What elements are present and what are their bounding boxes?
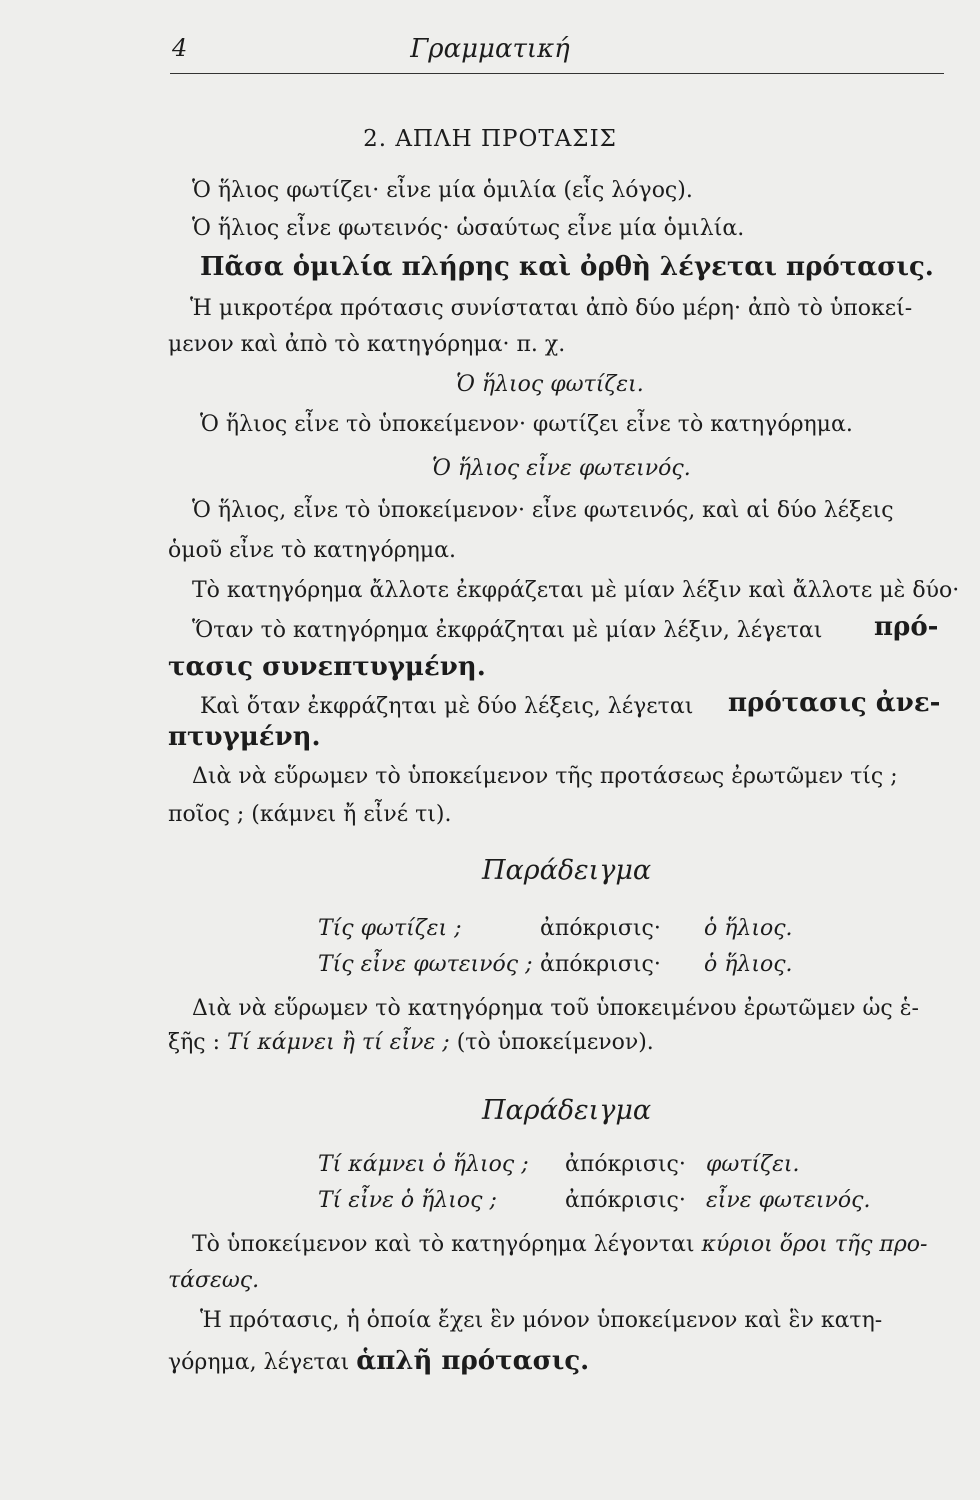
- example-intro-line-2: Ὁ ἥλιος εἶνε φωτεινός· ὡσαύτως εἶνε μία ὁμιλία.: [192, 216, 745, 241]
- para8-line-1: [192, 1230, 927, 1260]
- para5-bold-line-2: πτυγμένη.: [168, 722, 321, 752]
- example2-row2-answer: εἶνε φωτεινός.: [706, 1188, 871, 1213]
- example-center-2: Ὁ ἥλιος εἶνε φωτεινός.: [432, 456, 691, 481]
- para2-line-1: Ὁ ἥλιος, εἶνε τὸ ὑποκείμενον· εἶνε φωτεινός, καὶ αἱ δύο λέξεις: [192, 498, 894, 523]
- para4-text: Ὅταν τὸ κατηγόρημα ἐκφράζηται μὲ μίαν λέξιν, λέγεται: [192, 618, 823, 643]
- header-rule: [170, 73, 944, 74]
- para5-bold-end: πρότασις ἀνε-: [728, 688, 941, 718]
- para7-line-2b: Τί κάμνει ἢ τί εἶνε ;: [227, 1030, 450, 1055]
- para5-line-1: [200, 692, 693, 722]
- para6-line-2: ποῖος ; (κάμνει ἤ εἶνέ τι).: [168, 802, 452, 827]
- example1-row2-question: Τίς εἶνε φωτεινός ;: [318, 952, 533, 977]
- para7-line-2: [168, 1028, 654, 1058]
- example-explain-1: Ὁ ἥλιος εἶνε τὸ ὑποκείμενον· φωτίζει εἶνε τὸ κατηγόρημα.: [200, 412, 853, 437]
- para6-line-1: Διὰ νὰ εὕρωμεν τὸ ὑποκείμενον τῆς προτάσεως ἐρωτῶμεν τίς ;: [192, 764, 898, 789]
- para9-text: γόρημα, λέγεται: [168, 1350, 350, 1375]
- example-intro-line-1: Ὁ ἥλιος φωτίζει· εἶνε μία ὁμιλία (εἷς λόγος).: [192, 178, 693, 203]
- example2-row2-question: Τί εἶνε ὁ ἥλιος ;: [318, 1188, 497, 1213]
- para7-line-2a: ξῆς :: [168, 1030, 221, 1055]
- para7-line-2c: (τὸ ὑποκείμενον).: [456, 1030, 654, 1055]
- para5-text: Καὶ ὅταν ἐκφράζηται μὲ δύο λέξεις, λέγεται: [200, 694, 694, 719]
- example1-row2-label: ἀπόκρισις·: [540, 952, 661, 977]
- para9-bold: ἁπλῆ πρότασις.: [356, 1346, 590, 1376]
- page-number: 4: [172, 34, 188, 62]
- example1-title: Παράδειγμα: [482, 855, 652, 886]
- para1-line-1: [190, 294, 940, 324]
- para1-line-2: μενον καὶ ἀπὸ τὸ κατηγόρημα· π. χ.: [168, 332, 566, 357]
- running-title: Γραμματική: [410, 34, 570, 64]
- example1-row1-answer: ὁ ἥλιος.: [704, 916, 793, 941]
- para8-text: Τὸ ὑποκείμενον καὶ τὸ κατηγόρημα λέγονται: [192, 1232, 695, 1257]
- example2-row2-label: ἀπόκρισις·: [565, 1188, 686, 1213]
- example1-row1-label: ἀπόκρισις·: [540, 916, 661, 941]
- example1-row2-answer: ὁ ἥλιος.: [704, 952, 793, 977]
- para1-line-1-text: Ἡ μικροτέρα πρότασις συνίσταται ἀπὸ δύο μέρη· ἀπὸ τὸ ὑποκεί-: [190, 296, 913, 321]
- para4-bold-line-2: τασις συνεπτυγμένη.: [168, 652, 486, 682]
- example2-row1-label: ἀπόκρισις·: [565, 1152, 686, 1177]
- example2-row1-answer: φωτίζει.: [706, 1152, 800, 1177]
- para4-line-1: [192, 616, 822, 646]
- para7-line-1: Διὰ νὰ εὕρωμεν τὸ κατηγόρημα τοῦ ὑποκειμένου ἐρωτῶμεν ὡς ἑ-: [192, 996, 919, 1021]
- para8-line-2: τάσεως.: [168, 1268, 260, 1293]
- example-center-1: Ὁ ἥλιος φωτίζει.: [456, 372, 644, 397]
- para4-bold-end: πρό-: [874, 612, 939, 642]
- para9-line-1: Ἡ πρότασις, ἡ ὁποία ἔχει ἓν μόνον ὑποκείμενον καὶ ἓν κατη-: [200, 1308, 883, 1333]
- section-heading: 2. ΑΠΛΗ ΠΡΟΤΑΣΙΣ: [363, 126, 617, 152]
- example2-title: Παράδειγμα: [482, 1095, 652, 1126]
- example2-row1-question: Τί κάμνει ὁ ἥλιος ;: [318, 1152, 529, 1177]
- rule-bold-line: Πᾶσα ὁμιλία πλήρης καὶ ὀρθὴ λέγεται πρότασις.: [200, 252, 934, 282]
- para9-line-2: [168, 1346, 589, 1378]
- para2-line-2: ὁμοῦ εἶνε τὸ κατηγόρημα.: [168, 538, 456, 563]
- example1-row1-question: Τίς φωτίζει ;: [318, 916, 462, 941]
- para8-italic: κύριοι ὅροι τῆς προ-: [701, 1232, 928, 1257]
- para3-line: Τὸ κατηγόρημα ἄλλοτε ἐκφράζεται μὲ μίαν λέξιν καὶ ἄλλοτε μὲ δύο·: [192, 578, 960, 603]
